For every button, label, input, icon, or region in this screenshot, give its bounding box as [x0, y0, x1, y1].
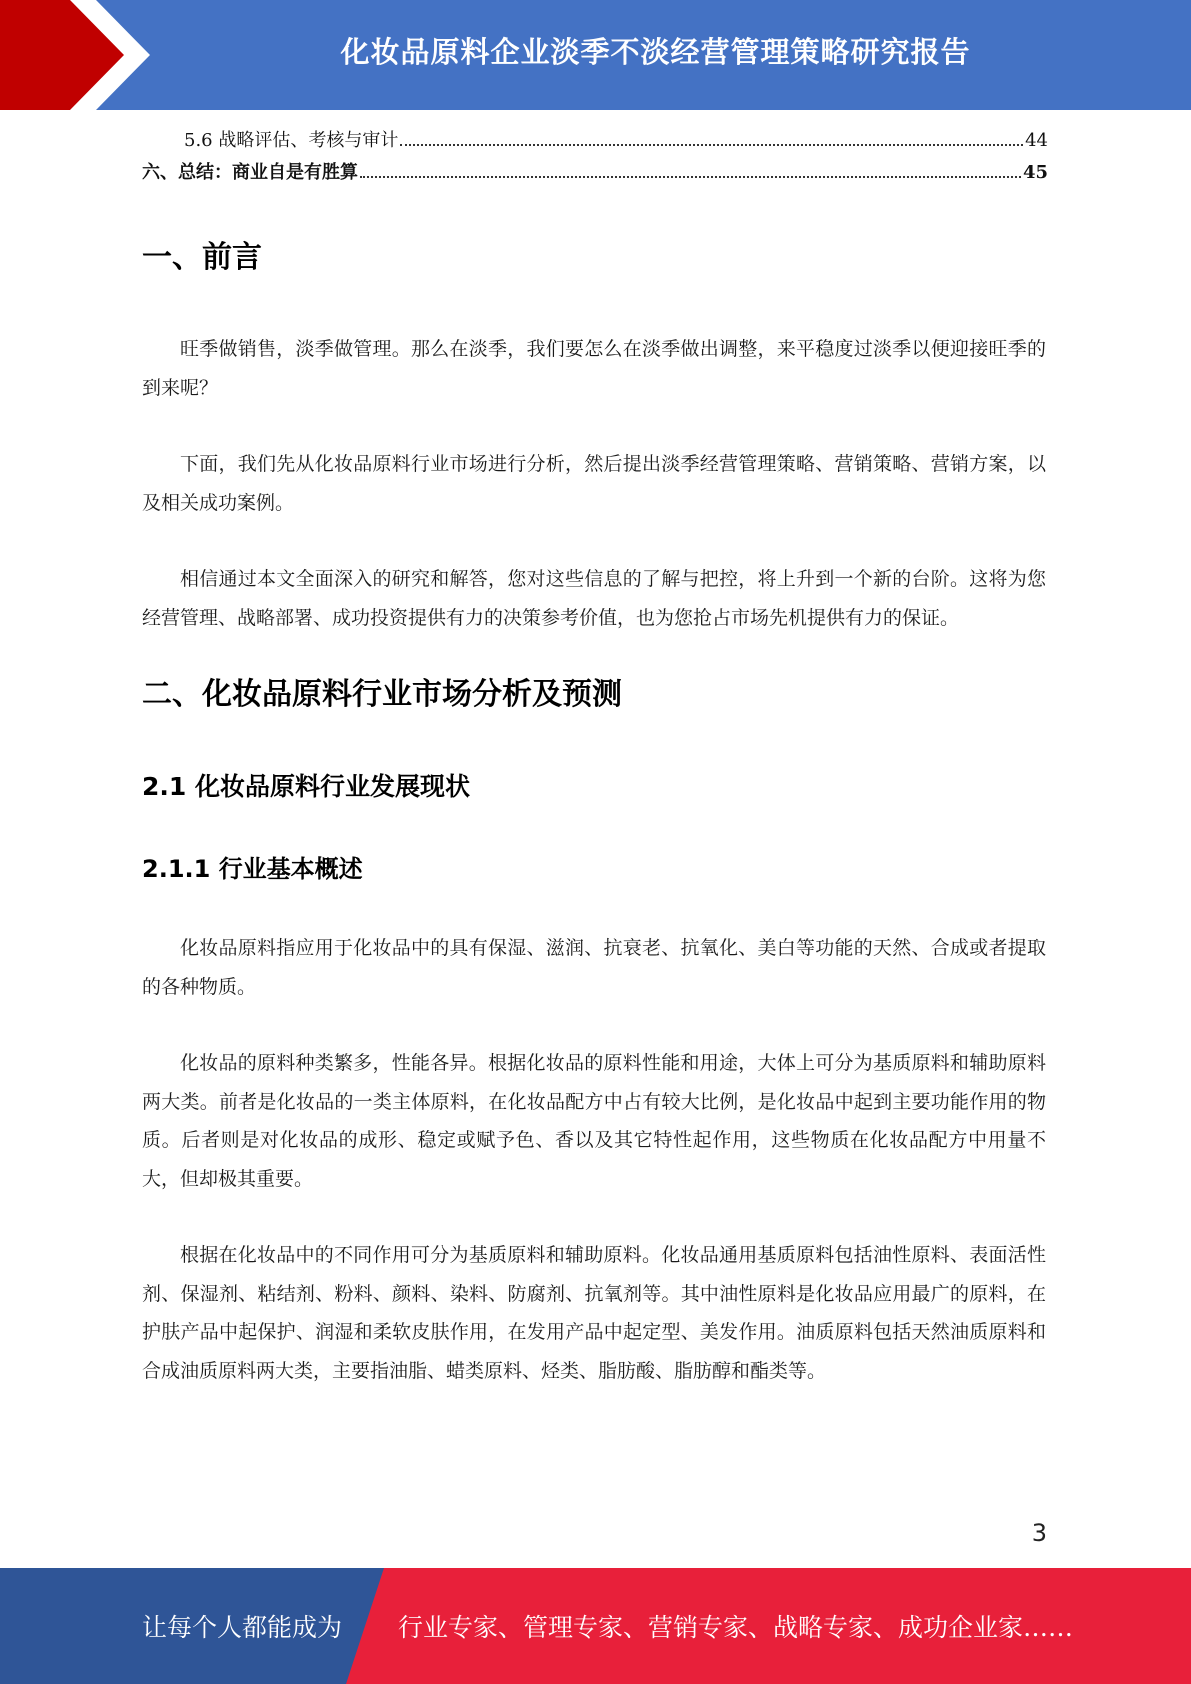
toc-entry[interactable] [142, 126, 1048, 158]
paragraph: 化妆品原料指应用于化妆品中的具有保湿、滋润、抗衰老、抗氧化、美白等功能的天然、合成或者提取的各种物质。 [142, 937, 1046, 998]
section-heading-preface: 一、前言 [142, 240, 262, 275]
paragraph: 化妆品的原料种类繁多，性能各异。根据化妆品的原料性能和用途，大体上可分为基质原料和辅助原料两大类。前者是化妆品的一类主体原料，在化妆品配方中占有较大比例，是化妆品中起到主要功能作用的物质。后者则是对化妆品的成形、稳定或赋予色、香以及其它特性起作用，这些物质在化妆品配方中用量不大，但却极其重要。 [142, 1052, 1046, 1190]
footer-slogan-right: 行业专家、管理专家、营销专家、战略专家、成功企业家…… [398, 1613, 1074, 1642]
paragraph: 相信通过本文全面深入的研究和解答，您对这些信息的了解与把控，将上升到一个新的台阶。这将为您经营管理、战略部署、成功投资提供有力的决策参考价值，也为您抢占市场先机提供有力的保证。 [142, 568, 1046, 629]
toc-leader-dots [400, 144, 1023, 146]
table-of-contents [142, 126, 1048, 190]
toc-entry-page: 44 [1025, 130, 1048, 151]
footer-banner [0, 1568, 1191, 1684]
document-title: 化妆品原料企业淡季不淡经营管理策略研究报告 [340, 34, 971, 69]
toc-entry[interactable] [142, 158, 1048, 190]
toc-entry-page: 45 [1022, 162, 1048, 183]
paragraph: 旺季做销售，淡季做管理。那么在淡季，我们要怎么在淡季做出调整，来平稳度过淡季以便迎接旺季的到来呢？ [142, 338, 1046, 399]
footer-slogan-left: 让每个人都能成为 [142, 1613, 343, 1642]
document-body [142, 230, 1046, 1390]
toc-entry-label: 5.6 战略评估、考核与审计 [184, 130, 399, 151]
toc-leader-dots [360, 176, 1021, 178]
page-number: 3 [1031, 1519, 1047, 1547]
header-arrow-decoration [0, 0, 160, 110]
paragraph: 下面，我们先从化妆品原料行业市场进行分析，然后提出淡季经营管理策略、营销策略、营销方案，以及相关成功案例。 [142, 453, 1046, 514]
subsubsection-heading: 2.1.1 行业基本概述 [142, 855, 363, 883]
header-banner [0, 0, 1191, 110]
section-heading-market-analysis: 二、化妆品原料行业市场分析及预测 [142, 677, 622, 712]
paragraph: 根据在化妆品中的不同作用可分为基质原料和辅助原料。化妆品通用基质原料包括油性原料、表面活性剂、保湿剂、粘结剂、粉料、颜料、染料、防腐剂、抗氧剂等。其中油性原料是化妆品应用最广的原料，在护肤产品中起保护、润湿和柔软皮肤作用，在发用产品中起定型、美发作用。油质原料包括天然油质原料和合成油质原料两大类，主要指油脂、蜡类原料、烃类、脂肪酸、脂肪醇和酯类等。 [142, 1244, 1046, 1382]
subsection-heading: 2.1 化妆品原料行业发展现状 [142, 772, 470, 801]
toc-entry-label: 六、总结：商业自是有胜算 [142, 162, 358, 183]
